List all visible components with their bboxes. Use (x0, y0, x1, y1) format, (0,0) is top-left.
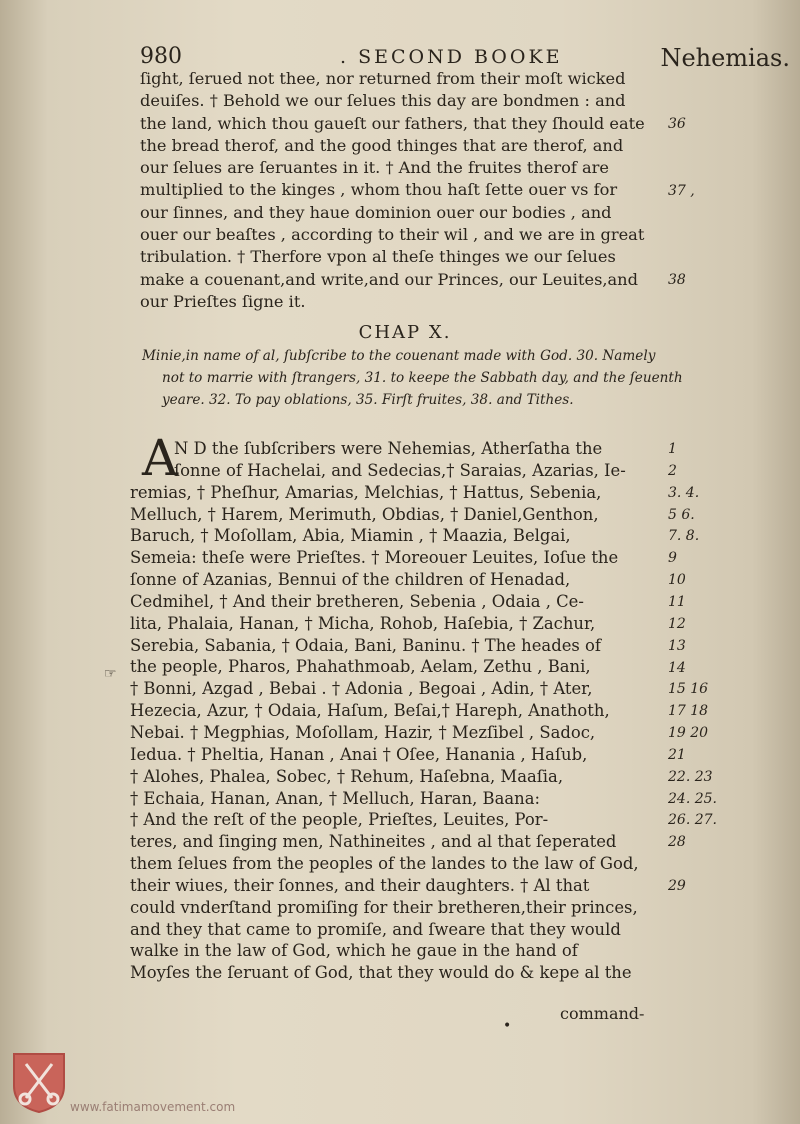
verse-number: 11 (668, 593, 686, 610)
verse-number: 5 6. (668, 506, 695, 523)
text-line: our ſelues are ſeruantes in it. † And the fruites therof are (140, 158, 609, 178)
ink-dot-icon: • (503, 1018, 512, 1034)
text-line: tribulation. † Therfore vpon al theſe thinges we our ſelues (140, 247, 616, 267)
manicule-mark-icon: ☞ (104, 666, 117, 682)
text-line: could vnderſtand promiſing for their bretheren,their princes, (130, 897, 638, 917)
argument-line: not to marrie with ſtrangers, 31. to keepe the Sabbath day, and the ſeuenth (162, 370, 683, 386)
text-line: Serebia, Sabania, † Odaia, Bani, Baninu. † The heades of (130, 635, 601, 655)
verse-number: 14 (668, 659, 686, 676)
chapter-argument (142, 345, 742, 411)
text-line: ſonne of Hachelai, and Sedecias,† Saraias, Azarias, Ie- (174, 460, 626, 480)
verse-number: 10 (668, 572, 686, 589)
text-line: walke in the law of God, which he gaue in the hand of (130, 941, 578, 961)
verse-number: 9 (668, 550, 677, 567)
text-line: † Bonni, Azgad , Bebai . † Adonia , Begoai , Adin, † Ater, (130, 679, 593, 699)
text-line: remias, † Pheſhur, Amarias, Melchias, † Hattus, Sebenia, (130, 482, 602, 502)
page-number: 980 (140, 44, 182, 69)
verse-number: 19 20 (668, 725, 709, 742)
verse-number: 17 18 (668, 703, 709, 720)
verse-number: 12 (668, 615, 686, 632)
text-line: Iedua. † Pheltia, Hanan , Anai † Oſee, Hanania , Haſub, (130, 744, 588, 764)
verse-number: 1 (668, 441, 677, 457)
verse-number: 15 16 (668, 681, 709, 698)
text-line: Semeia: theſe were Prieſtes. † Moreouer Leuites, Ioſue the (130, 548, 619, 568)
papal-keys-shield-icon (12, 1052, 66, 1114)
text-line: ouer our beaſtes , according to their wil , and we are in great (140, 225, 645, 245)
text-line: them ſelues from the peoples of the landes to the law of God, (130, 854, 639, 874)
text-line: Moyſes the ſeruant of God, that they would do & kepe al the (130, 963, 632, 983)
verse-number: 2 (668, 462, 677, 479)
text-line: make a couenant,and write,and our Princes, our Leuites,and (140, 269, 638, 289)
catchword: command- (560, 1004, 645, 1023)
text-line: multiplied to the kinges , whom thou haſt ſette ouer vs for (140, 180, 618, 200)
text-line: ſonne of Azanias, Bennui of the children of Henadad, (130, 570, 571, 590)
text-line: lita, Phalaia, Hanan, † Micha, Rohob, Haſebia, † Zachur, (130, 613, 596, 633)
text-line: and they that came to promiſe, and ſweare that they would (130, 919, 621, 939)
verse-number: 28 (668, 834, 686, 851)
verse-number: 24. 25. (668, 790, 717, 807)
drop-cap: A (142, 429, 179, 487)
text-line: our ſinnes, and they haue dominion ouer our bodies , and (140, 202, 612, 222)
chapter-body (130, 429, 690, 984)
website-watermark: www.fatimamovement.com (70, 1100, 236, 1114)
verse-number: 21 (668, 746, 686, 763)
verse-number: 38 (668, 271, 686, 288)
text-line: their wiues, their ſonnes, and their daughters. † Al that (130, 875, 590, 895)
verse-number: 29 (668, 878, 686, 894)
verse-number: 36 (668, 115, 686, 132)
top-paragraph (140, 68, 670, 313)
chapter-heading: CHAP X. (358, 322, 452, 343)
verse-number: 13 (668, 637, 686, 654)
text-line: Cedmihel, † And their bretheren, Sebenia , Odaia , Ce- (130, 591, 584, 611)
text-line: teres, and ſinging men, Nathineites , and al that ſeperated (130, 832, 617, 852)
text-line: Hezecia, Azur, † Odaia, Haſum, Beſai,† Hareph, Anathoth, (130, 701, 610, 721)
text-line: the people, Pharos, Phahathmoab, Aelam, Zethu , Bani, (130, 657, 591, 677)
text-line: the land, which thou gaueſt our fathers, that they ſhould eate (140, 113, 645, 133)
argument-line: yeare. 32. To pay oblations, 35. Firſt fruites, 38. and Tithes. (162, 392, 574, 408)
verse-number: 26. 27. (668, 812, 717, 829)
text-line: the bread therof, and the good thinges that are therof, and (140, 135, 624, 155)
text-line: ſight, ſerued not thee, nor returned from their moſt wicked (140, 69, 626, 88)
book-name: Nehemias. (660, 44, 790, 72)
text-line: Melluch, † Harem, Merimuth, Obdias, † Daniel,Genthon, (130, 504, 599, 524)
verse-number: 22. 23 (668, 768, 713, 785)
text-line: Baruch, † Moſollam, Abia, Miamin , † Maazia, Belgai, (130, 526, 571, 546)
running-title: . SECOND BOOKE (340, 46, 563, 68)
text-line: † Alohes, Phalea, Sobec, † Rehum, Haſebna, Maaſia, (130, 766, 564, 786)
text-line: Nebai. † Megphias, Moſollam, Hazir, † Mezſibel , Sadoc, (130, 722, 596, 742)
text-line: † Echaia, Hanan, Anan, † Melluch, Haran, Baana: (130, 788, 540, 808)
argument-line: Minie,in name of al, ſubſcribe to the couenant made with God. 30. Namely (142, 348, 656, 364)
text-line: our Prieſtes ſigne it. (140, 291, 306, 311)
text-line: † And the reſt of the people, Prieſtes, Leuites, Por- (130, 810, 549, 830)
verse-number: 37 , (668, 182, 695, 199)
verse-number: 3. 4. (668, 484, 700, 501)
text-line: N D the ſubſcribers were Nehemias, Atherſatha the (174, 439, 603, 458)
text-line: deuiſes. † Behold we our ſelues this day are bondmen : and (140, 91, 626, 111)
verse-number: 7. 8. (668, 528, 700, 545)
